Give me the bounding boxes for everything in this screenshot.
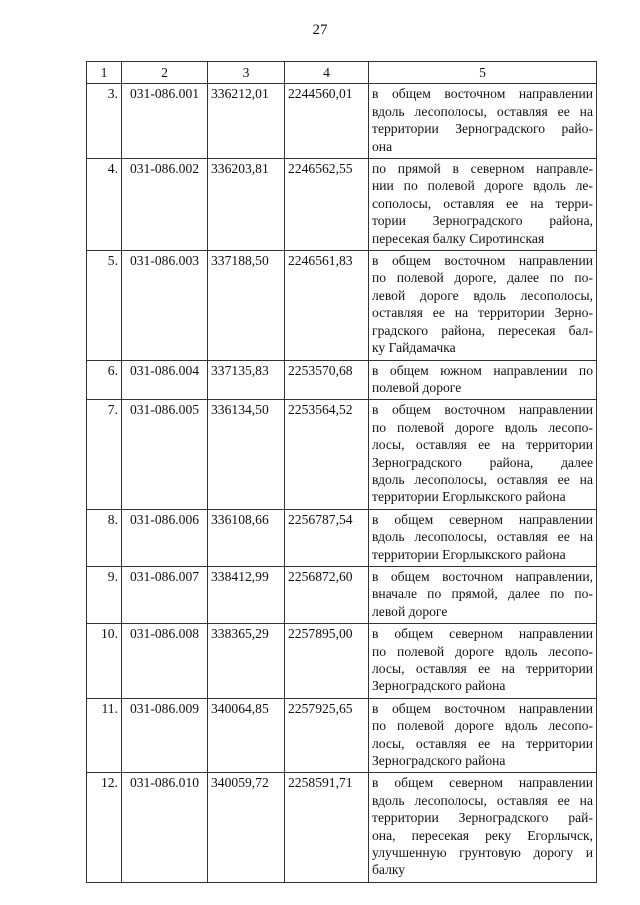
boundary-description [369,698,597,773]
table-row [87,84,597,159]
description-line: вдоль лесополосы, оставляя ее на [372,471,593,487]
row-number: 7. [87,400,122,509]
coordinate-y: 2257895,00 [285,624,369,699]
description-line: территории Зерноградского рай- [372,810,593,826]
description-line: территории Егорлыкского района [372,489,566,505]
description-line: по полевой дороге, далее по по- [372,270,593,286]
point-code: 031-086.002 [122,159,208,251]
coordinate-y: 2244560,01 [285,84,369,159]
description-line: она [372,138,393,154]
coordinate-x: 337188,50 [208,251,285,360]
boundary-description [369,400,597,509]
boundary-description [369,773,597,882]
point-code: 031-086.001 [122,84,208,159]
point-code: 031-086.009 [122,698,208,773]
table-row [87,400,597,509]
row-number: 4. [87,159,122,251]
table-row [87,360,597,400]
boundary-table [86,61,597,883]
description-line: ку Гайдамачка [372,340,456,356]
description-line: левой дороге вдоль лесополосы, [372,287,593,303]
description-line: Зерноградского района, далее [372,454,593,470]
coordinate-x: 338412,99 [208,566,285,623]
point-code: 031-086.006 [122,509,208,566]
column-header: 5 [369,62,597,84]
description-line: левой дороге [372,603,448,619]
description-line: в общем восточном направлении [372,86,593,102]
coordinate-x: 338365,29 [208,624,285,699]
row-number: 6. [87,360,122,400]
description-line: Зерноградского района [372,753,506,769]
column-header: 4 [285,62,369,84]
description-line: территории Егорлыкского района [372,546,566,562]
boundary-description [369,566,597,623]
description-line: лосы, оставляя ее на территории [372,735,593,751]
description-line: по полевой дороге вдоль лесопо- [372,643,593,659]
description-line: полевой дороге [372,379,462,395]
table-row [87,566,597,623]
description-line: вдоль лесополосы, оставляя ее на [372,529,593,545]
coordinate-y: 2246561,83 [285,251,369,360]
description-line: в общем восточном направлении [372,402,593,418]
description-line: в общем северном направлении [372,626,593,642]
coordinate-x: 336134,50 [208,400,285,509]
coordinate-x: 337135,83 [208,360,285,400]
description-line: в общем восточном направлении, [372,568,593,584]
description-line: сополосы, оставляя ее на терри- [372,195,593,211]
boundary-description [369,159,597,251]
description-line: в общем северном направлении [372,511,593,527]
description-line: территории Зерноградского райо- [372,121,593,137]
boundary-description [369,84,597,159]
table-row [87,773,597,882]
point-code: 031-086.003 [122,251,208,360]
column-header: 1 [87,62,122,84]
description-line: в общем восточном направлении [372,700,593,716]
description-line: по полевой дороге вдоль лесопо- [372,718,593,734]
row-number: 3. [87,84,122,159]
column-header: 2 [122,62,208,84]
description-line: тории Зерноградского района, [372,213,593,229]
description-line: Зерноградского района [372,678,506,694]
point-code: 031-086.005 [122,400,208,509]
row-number: 8. [87,509,122,566]
boundary-description [369,624,597,699]
row-number: 10. [87,624,122,699]
coordinate-y: 2257925,65 [285,698,369,773]
coordinate-y: 2256787,54 [285,509,369,566]
description-line: лосы, оставляя ее на территории [372,437,593,453]
coordinate-y: 2253570,68 [285,360,369,400]
table-row [87,509,597,566]
description-line: вдоль лесополосы, оставляя ее на [372,792,593,808]
table-row [87,624,597,699]
coordinate-x: 336212,01 [208,84,285,159]
point-code: 031-086.010 [122,773,208,882]
coordinate-y: 2256872,60 [285,566,369,623]
table-row [87,159,597,251]
point-code: 031-086.008 [122,624,208,699]
description-line: балку [372,862,406,878]
description-line: улучшенную грунтовую дорогу и [372,845,593,861]
coordinate-y: 2253564,52 [285,400,369,509]
description-line: нии по полевой дороге вдоль ле- [372,178,593,194]
point-code: 031-086.007 [122,566,208,623]
description-line: лосы, оставляя ее на территории [372,661,593,676]
description-line: по прямой в северном направле- [372,161,593,177]
coordinate-x: 340059,72 [208,773,285,882]
description-line: оставляя ее на территории Зерно- [372,305,593,321]
table-row [87,698,597,773]
description-line: она, пересекая реку Егорлычск, [372,827,593,843]
table-body [87,84,597,882]
page-number: 27 [312,22,328,38]
boundary-description [369,509,597,566]
row-number: 12. [87,773,122,882]
header-row [87,62,597,84]
description-line: в общем северном направлении [372,775,593,791]
description-line: в общем восточном направлении [372,253,593,269]
row-number: 11. [87,698,122,773]
table-row [87,251,597,360]
description-line: вдоль лесополосы, оставляя ее на [372,103,593,119]
coordinate-y: 2258591,71 [285,773,369,882]
description-line: вначале по прямой, далее по по- [372,586,593,602]
boundary-description [369,251,597,360]
row-number: 9. [87,566,122,623]
coordinate-x: 340064,85 [208,698,285,773]
description-line: пересекая балку Сиротинская [372,230,545,246]
column-header: 3 [208,62,285,84]
row-number: 5. [87,251,122,360]
coordinate-x: 336203,81 [208,159,285,251]
coordinate-x: 336108,66 [208,509,285,566]
description-line: по полевой дороге вдоль лесопо- [372,419,593,435]
boundary-description [369,360,597,400]
description-line: градского района, пересекая бал- [372,322,593,338]
description-line: в общем южном направлении по [372,362,593,378]
point-code: 031-086.004 [122,360,208,400]
coordinate-y: 2246562,55 [285,159,369,251]
